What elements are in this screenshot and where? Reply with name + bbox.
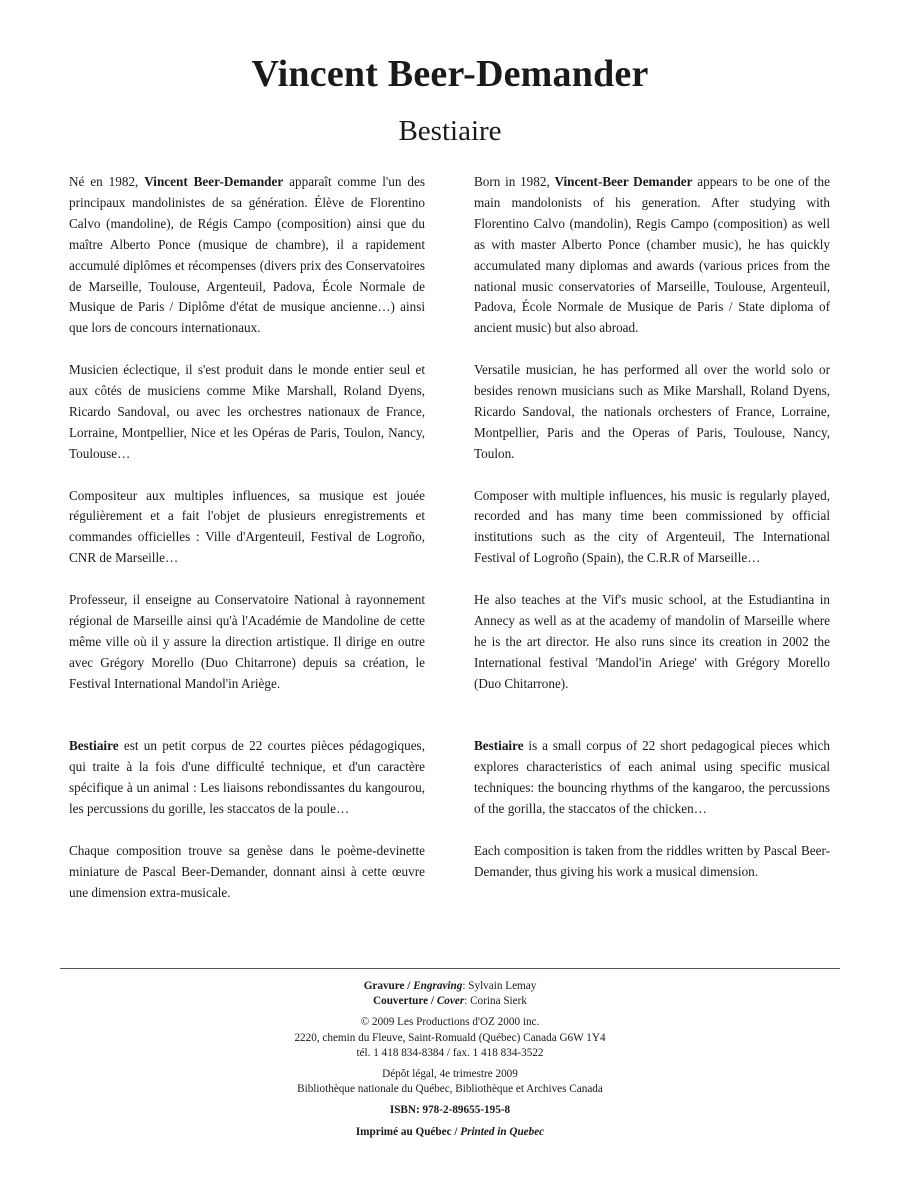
printed-line: [0, 1125, 900, 1140]
cover-label-en: Cover: [436, 995, 465, 1008]
english-bio-paragraph-3: Composer with multiple influences, his music is regularly played, recorded and has many time been commissioned by official institutions such as the city of Argenteuil, The International Festival of Logroño (Spain), the C.R.R of Marseille…: [474, 487, 830, 566]
engraving-label-fr: Gravure /: [363, 980, 414, 992]
french-bio-paragraph-3: Compositeur aux multiples influences, sa musique est jouée régulièrement et a fait l'objet de plusieurs enregistrements et commandes officielles : Ville d'Argenteuil, Festival de Logroño, CNR de Marseille…: [69, 487, 425, 566]
french-work-paragraph-2: Chaque composition trouve sa genèse dans le poème-devinette miniature de Pascal Beer-Demander, donnant ainsi à cette œuvre une dimension extra-musicale.: [69, 842, 425, 900]
english-bio1-name: Vincent-Beer Demander: [554, 174, 693, 189]
french-work-paragraph-1: [69, 736, 425, 820]
english-bio-paragraph-2: Versatile musician, he has performed all over the world solo or besides renown musicians such as Mike Marshall, Roland Dyens, Ricardo Sandoval, the nationals orchesters of France, Lorraine, Montpellier, Paris and the Operas of Paris, Toulouse, Nancy, Toulon.: [474, 362, 830, 461]
french-bio-paragraph-1: [69, 172, 425, 339]
printed-fr: Imprimé au Québec /: [355, 1125, 461, 1138]
cover-label-fr: Couverture /: [373, 995, 437, 1008]
english-bio-paragraph-1: [474, 172, 830, 339]
french-bio-paragraph-4: Professeur, il enseigne au Conservatoire National à rayonnement régional de Marseille ainsi qu'à l'Académie de Mandoline de cette même ville où il y assure la direction artistique. Il dirige en outre avec Grégory Morello (Duo Chitarrone) depuis sa création, le Festival International Mandol'in Ariège.: [69, 592, 425, 691]
engraving-label-en: Engraving: [413, 980, 463, 992]
french-bio1-intro: Né en 1982,: [69, 174, 145, 189]
isbn-line: ISBN: 978-2-89655-195-8: [389, 1104, 511, 1117]
french-bio-paragraph-2: Musicien éclectique, il s'est produit dans le monde entier seul et aux côtés de musiciens comme Mike Marshall, Roland Dyens, Ricardo Sandoval, ou avec les orchestres nationaux de France, Lorraine, Montpellier, Nice et les Opéras de Paris, Toulon, Nancy, Toulouse…: [69, 362, 425, 461]
legal-deposit: Dépôt légal, 4e trimestre 2009: [382, 1068, 518, 1081]
french-column: [69, 172, 425, 904]
credits-block: [0, 979, 900, 1140]
publisher-phone: tél. 1 418 834-8384 / fax. 1 418 834-3522: [356, 1046, 544, 1059]
french-work1-text: est un petit corpus de 22 courtes pièces pédagogiques, qui traite à la fois d'une difficulté technique, et d'un caractère spécifique à un animal : Les liaisons rebondissantes du kangourou, les percussions du gorille, les staccatos de la poule…: [69, 738, 425, 817]
engraving-name: : Sylvain Lemay: [462, 980, 537, 992]
page-title: Vincent Beer-Demander: [251, 53, 649, 95]
publisher-address: 2220, chemin du Fleuve, Saint-Romuald (Québec) Canada G6W 1Y4: [294, 1031, 606, 1044]
footer-divider: [60, 968, 840, 969]
libraries-line: Bibliothèque nationale du Québec, Bibliothèque et Archives Canada: [297, 1083, 603, 1096]
english-bio-paragraph-4: He also teaches at the Vif's music school, at the Estudiantina in Annecy as well as at the academy of mandolin of Marseille where he is the art director. He also runs since its creation in 2002 the International festival 'Mandol'in Ariege' with Grégory Morello (Duo Chitarrone).: [474, 592, 830, 691]
english-work-title: Bestiaire: [474, 738, 524, 754]
english-work-paragraph-1: [474, 736, 830, 820]
english-work1-text: is a small corpus of 22 short pedagogical pieces which explores characteristics of each animal using specific musical techniques: the bouncing rhythms of the kangaroo, the percussions of the gorilla, the staccatos of the chicken…: [474, 738, 830, 817]
printed-en: Printed in Quebec: [460, 1125, 545, 1138]
copyright-line: © 2009 Les Productions d'OZ 2000 inc.: [360, 1016, 540, 1029]
cover-name: : Corina Sierk: [464, 995, 527, 1008]
engraving-credit: [0, 979, 900, 994]
english-bio1-text: appears to be one of the main mandolonists of his generation. After studying with Florentino Calvo (mandolin), Regis Campo (composition) as well as with master Alberto Ponce (chamber music), he has quickly accumulated many diplomas and awards (various prices from the national music conservatories of Marseille, Toulouse, Argenteuil, Padova, École Normale de Musique de Paris / State diploma of ancient music) but also abroad.: [474, 174, 830, 336]
page-subtitle: Bestiaire: [398, 115, 502, 147]
french-bio1-name: Vincent Beer-Demander: [144, 174, 284, 189]
french-bio1-text: apparaît comme l'un des principaux mandolinistes de sa génération. Élève de Florentino Calvo (mandoline), de Régis Campo (composition) ainsi que du maître Alberto Ponce (musique de chambre), il a rapidement accumulé diplômes et récompenses (divers prix des Conservatoires de Marseille, Toulouse, Argenteuil, Padova, École Normale de Musique de Paris / Diplôme d'état de musique ancienne…) ainsi que lors de concours internationaux.: [69, 174, 425, 336]
french-work-title: Bestiaire: [69, 738, 119, 754]
cover-credit: [0, 994, 900, 1009]
english-column: [474, 172, 830, 883]
english-work-paragraph-2: Each composition is taken from the riddles written by Pascal Beer-Demander, thus giving his work a musical dimension.: [474, 842, 830, 879]
english-bio1-intro: Born in 1982,: [474, 174, 555, 189]
